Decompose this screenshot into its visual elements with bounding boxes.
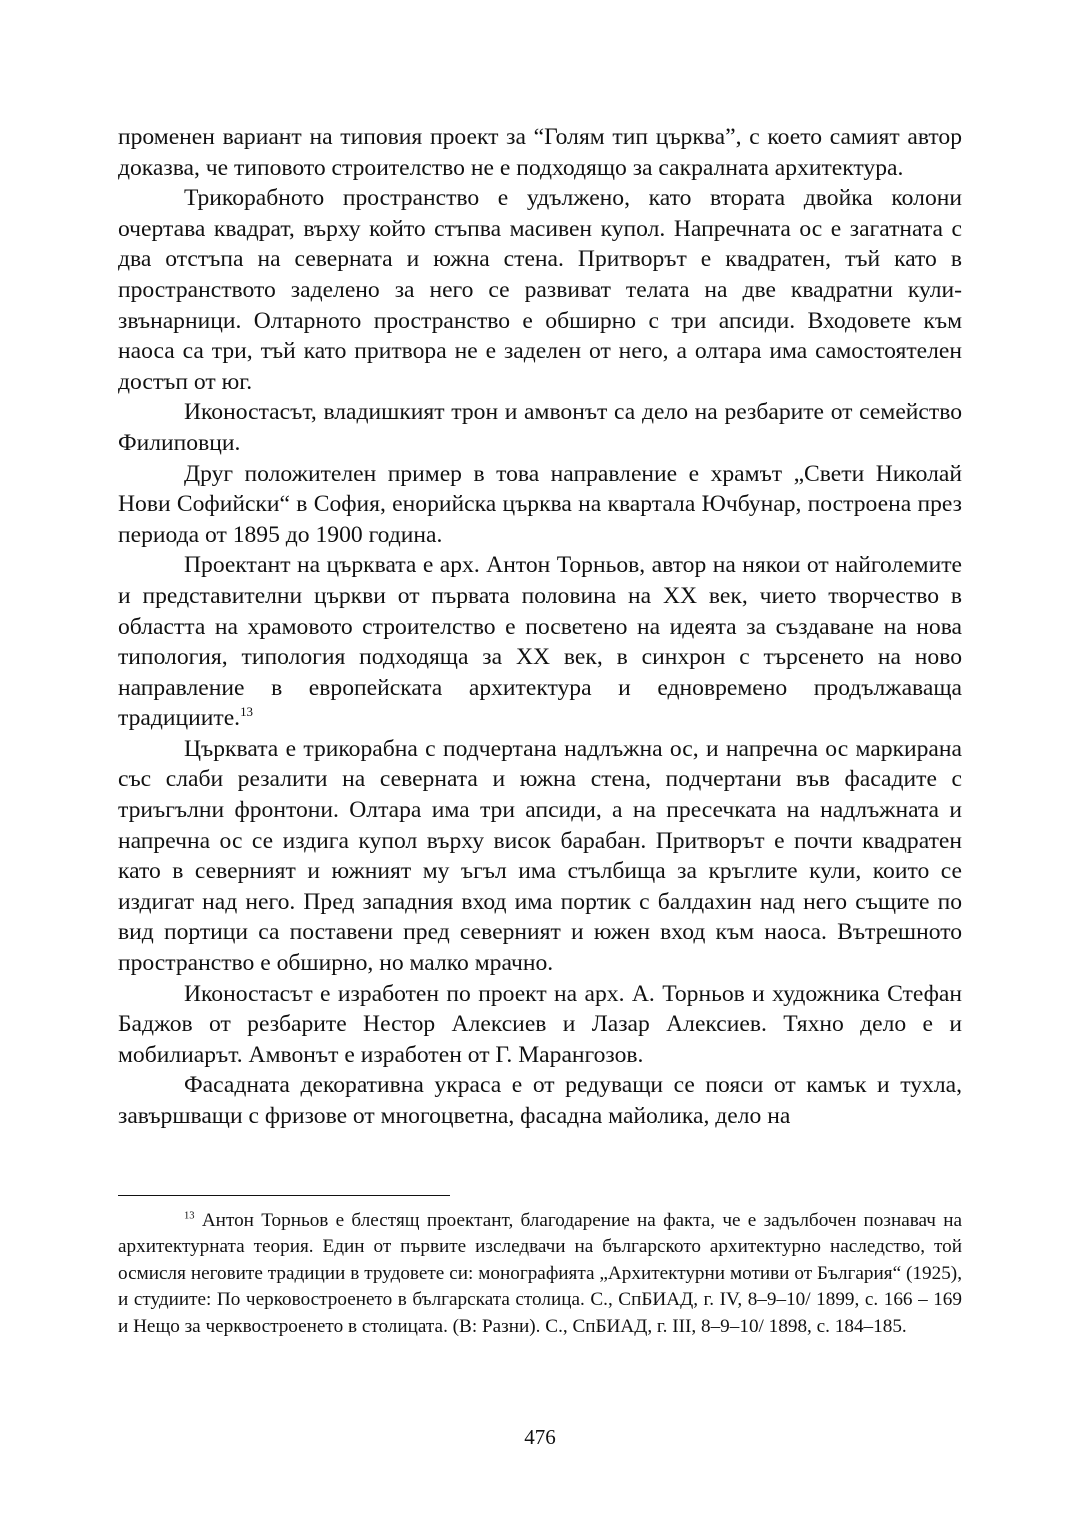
footnote-separator xyxy=(118,1195,450,1196)
paragraph-5 xyxy=(118,550,962,734)
paragraph-5-text: Проектант на църквата е арх. Антон Торньов, автор на някои от найголемите и представителни църкви от първата половина на ХХ век, чието творчество в областта на храмовото строителство е посветено на идеята за създаване на нова типология, типология подходяща за ХХ век, в синхрон с търсенето на ново направление в европейската архитектура и едновремено продължаваща традициите. xyxy=(118,552,962,732)
footnote-number: 13 xyxy=(184,1210,195,1222)
paragraph-7: Иконостасът е изработен по проект на арх. А. Торньов и художника Стефан Баджов от резбарите Нестор Алексиев и Лазар Алексиев. Тяхно дело е и мобилиарът. Амвонът е изработен от Г. Марангозов. xyxy=(118,980,962,1068)
page-number: 476 xyxy=(524,1425,556,1449)
paragraph-4: Друг положителен пример в това направление е храмът „Свети Николай Нови Софийски“ в София, енорийска църква на квартала Ючбунар, построена през периода от 1895 до 1900 година. xyxy=(118,460,962,548)
paragraph-8: Фасадната декоративна украса е от редуващи се пояси от камък и тухла, завършващи с фризове от многоцветна, фасадна майолика, дело на xyxy=(118,1072,962,1129)
paragraph-3: Иконостасът, владишкият трон и амвонът са дело на резбарите от семейство Филиповци. xyxy=(118,399,962,456)
paragraph-1: променен вариант на типовия проект за “Голям тип църква”, с което самият автор доказва, че типовото строителство не е подходящо за сакралната архитектура. xyxy=(118,124,962,181)
footnote-text: Антон Торньов е блестящ проектант, благодарение на факта, че е задълбочен познавач на архитектурната теория. Един от първите изследвачи на българското архитектурно наследство, той осмисля неговите традиции в трудовете си: монографията „Архитектурни мотиви от България“ (1925), и студиите: По черковостроенето в българската столица. С., СпБИАД, г. IV, 8–9–10/ 1899, с. 166 – 169 и Нещо за черквостроенето в столицата. (В: Разни). С., СпБИАД, г. III, 8–9–10/ 1898, с. 184–185. xyxy=(118,1210,962,1337)
paragraph-6: Църквата е трикорабна с подчертана надлъжна ос, и напречна ос маркирана със слаби резалити на северната и южна стена, подчертани във фасадите с триъгълни фронтони. Олтара има три апсиди, а на пресечката на надлъжната и напречна ос се издига купол върху висок барабан. Притворът е почти квадратен като в северният и южният му ъгъл има стълбища за кръглите кули, които се издигат над него. Пред западния вход има портик с балдахин над него същите по вид портици са поставени пред северният и южен вход към наоса. Вътрешното пространство е обширно, но малко мрачно. xyxy=(118,735,962,977)
body-text xyxy=(118,122,962,1132)
paragraph-2: Трикорабното пространство е удължено, като втората двойка колони очертава квадрат, върху който стъпва масивен купол. Напречната ос е загатната с два отстъпа на северната и южна стена. Притворът е квадратен, тъй като в пространството заделено за него се развиват телата на две квадратни кули-звънарници. Олтарното пространство е обширно с три апсиди. Входовете към наоса са три, тъй като притвора не е заделен от него, а олтара има самостоятелен достъп от юг. xyxy=(118,185,962,395)
footnote-reference[interactable]: 13 xyxy=(240,704,254,720)
footnote xyxy=(118,1208,962,1340)
